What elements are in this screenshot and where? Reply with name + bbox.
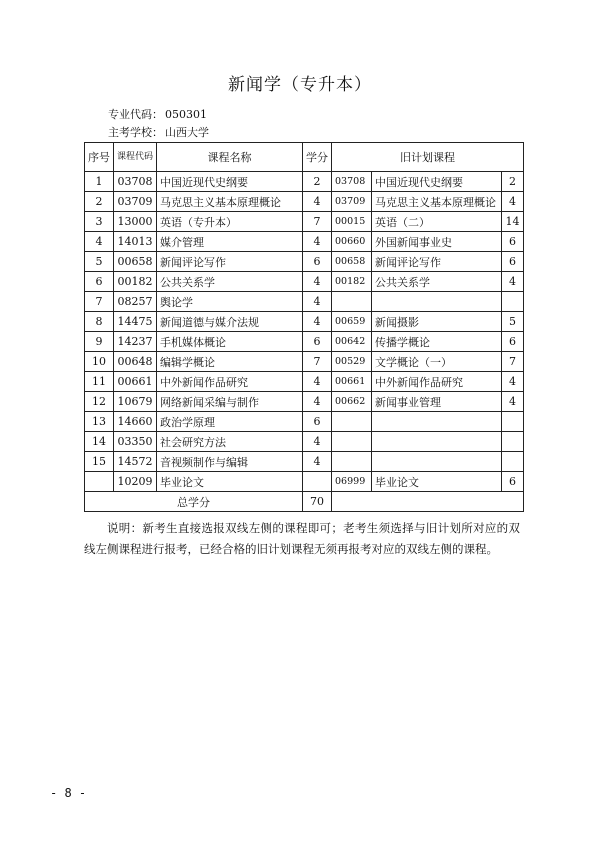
row-old-name: 公共关系学 — [372, 272, 502, 292]
row-old-code: 00182 — [332, 272, 372, 292]
row-name: 新闻评论写作 — [157, 252, 303, 272]
row-credit: 4 — [303, 392, 332, 412]
row-old-name — [372, 432, 502, 452]
major-code-value: 050301 — [165, 108, 207, 121]
row-name: 新闻道德与媒介法规 — [157, 312, 303, 332]
row-old-name: 传播学概论 — [372, 332, 502, 352]
row-name: 中外新闻作品研究 — [157, 372, 303, 392]
row-old-name: 外国新闻事业史 — [372, 232, 502, 252]
row-old-credit: 4 — [502, 272, 524, 292]
row-old-code — [332, 292, 372, 312]
row-credit: 4 — [303, 372, 332, 392]
table-row — [85, 432, 524, 452]
table-row — [85, 312, 524, 332]
row-old-code: 00015 — [332, 212, 372, 232]
row-seq — [85, 472, 114, 492]
row-old-code: 06999 — [332, 472, 372, 492]
table-row — [85, 332, 524, 352]
row-old-name: 马克思主义基本原理概论 — [372, 192, 502, 212]
table-row — [85, 252, 524, 272]
row-name: 编辑学概论 — [157, 352, 303, 372]
row-old-code: 03708 — [332, 172, 372, 192]
row-credit: 4 — [303, 452, 332, 472]
row-old-credit — [502, 292, 524, 312]
header-old-plan: 旧计划课程 — [332, 143, 524, 172]
row-credit: 6 — [303, 412, 332, 432]
row-old-code: 00658 — [332, 252, 372, 272]
row-credit: 6 — [303, 332, 332, 352]
table-row — [85, 192, 524, 212]
row-old-code: 00661 — [332, 372, 372, 392]
row-old-credit: 4 — [502, 372, 524, 392]
table-row — [85, 212, 524, 232]
total-old-empty — [332, 492, 524, 512]
major-code-label: 专业代码： — [108, 108, 163, 121]
row-old-name: 文学概论（一） — [372, 352, 502, 372]
page-number: - 8 - — [50, 786, 87, 800]
row-old-code — [332, 432, 372, 452]
row-seq: 11 — [85, 372, 114, 392]
row-old-credit: 6 — [502, 252, 524, 272]
row-name: 马克思主义基本原理概论 — [157, 192, 303, 212]
row-old-name: 新闻摄影 — [372, 312, 502, 332]
row-credit: 4 — [303, 192, 332, 212]
row-code: 03350 — [114, 432, 157, 452]
row-name: 网络新闻采编与制作 — [157, 392, 303, 412]
row-old-name: 毕业论文 — [372, 472, 502, 492]
table-row — [85, 452, 524, 472]
table-row — [85, 272, 524, 292]
row-code: 14572 — [114, 452, 157, 472]
table-row — [85, 392, 524, 412]
row-name: 舆论学 — [157, 292, 303, 312]
row-old-name: 中国近现代史纲要 — [372, 172, 502, 192]
header-code: 课程代码 — [114, 143, 157, 172]
row-name: 媒介管理 — [157, 232, 303, 252]
row-name: 毕业论文 — [157, 472, 303, 492]
row-old-credit: 7 — [502, 352, 524, 372]
host-school-label: 主考学校： — [108, 126, 163, 139]
table-row — [85, 292, 524, 312]
row-old-name: 中外新闻作品研究 — [372, 372, 502, 392]
page-title: 新闻学（专升本） — [228, 75, 372, 95]
table-row — [85, 372, 524, 392]
row-seq: 6 — [85, 272, 114, 292]
row-credit: 4 — [303, 432, 332, 452]
row-name: 中国近现代史纲要 — [157, 172, 303, 192]
row-code: 03709 — [114, 192, 157, 212]
row-seq: 10 — [85, 352, 114, 372]
row-old-name — [372, 412, 502, 432]
row-code: 03708 — [114, 172, 157, 192]
row-credit: 4 — [303, 272, 332, 292]
row-credit: 7 — [303, 212, 332, 232]
table-row — [85, 352, 524, 372]
row-seq: 9 — [85, 332, 114, 352]
row-seq: 2 — [85, 192, 114, 212]
course-table — [84, 142, 524, 512]
header-credit: 学分 — [303, 143, 332, 172]
row-code: 00658 — [114, 252, 157, 272]
row-seq: 5 — [85, 252, 114, 272]
row-old-name — [372, 292, 502, 312]
row-old-credit: 14 — [502, 212, 524, 232]
row-credit: 2 — [303, 172, 332, 192]
row-seq: 7 — [85, 292, 114, 312]
row-old-name: 英语（二） — [372, 212, 502, 232]
row-seq: 12 — [85, 392, 114, 412]
row-code: 10209 — [114, 472, 157, 492]
table-row — [85, 472, 524, 492]
explanation-note: 说明：新考生直接选报双线左侧的课程即可；老考生须选择与旧计划所对应的双线左侧课程进行报考，已经合格的旧计划课程无须再报考对应的双线左侧的课程。 — [84, 521, 520, 556]
row-old-credit: 6 — [502, 472, 524, 492]
total-value: 70 — [303, 492, 332, 512]
row-old-code: 00659 — [332, 312, 372, 332]
row-old-code — [332, 412, 372, 432]
row-name: 音视频制作与编辑 — [157, 452, 303, 472]
row-code: 14013 — [114, 232, 157, 252]
row-code: 00182 — [114, 272, 157, 292]
row-code: 10679 — [114, 392, 157, 412]
row-old-credit: 4 — [502, 392, 524, 412]
row-old-credit: 4 — [502, 192, 524, 212]
row-seq: 14 — [85, 432, 114, 452]
header-name: 课程名称 — [157, 143, 303, 172]
row-credit: 7 — [303, 352, 332, 372]
row-code: 14237 — [114, 332, 157, 352]
row-seq: 8 — [85, 312, 114, 332]
total-label: 总学分 — [85, 492, 303, 512]
table-row — [85, 232, 524, 252]
row-code: 14475 — [114, 312, 157, 332]
row-old-code: 00660 — [332, 232, 372, 252]
row-old-code: 00529 — [332, 352, 372, 372]
row-name: 手机媒体概论 — [157, 332, 303, 352]
row-code: 14660 — [114, 412, 157, 432]
header-seq: 序号 — [85, 143, 114, 172]
table-row — [85, 412, 524, 432]
row-seq: 15 — [85, 452, 114, 472]
row-old-credit: 6 — [502, 332, 524, 352]
row-old-credit — [502, 452, 524, 472]
row-old-name: 新闻事业管理 — [372, 392, 502, 412]
row-old-name — [372, 452, 502, 472]
row-code: 13000 — [114, 212, 157, 232]
row-seq: 1 — [85, 172, 114, 192]
row-old-credit — [502, 412, 524, 432]
row-old-code — [332, 452, 372, 472]
row-code: 00648 — [114, 352, 157, 372]
row-old-credit: 6 — [502, 232, 524, 252]
table-header-row — [85, 143, 524, 172]
row-credit: 4 — [303, 292, 332, 312]
row-old-name: 新闻评论写作 — [372, 252, 502, 272]
total-row — [85, 492, 524, 512]
row-credit — [303, 472, 332, 492]
row-name: 政治学原理 — [157, 412, 303, 432]
row-seq: 4 — [85, 232, 114, 252]
major-code — [108, 106, 207, 122]
row-seq: 3 — [85, 212, 114, 232]
row-name: 社会研究方法 — [157, 432, 303, 452]
row-old-code: 00642 — [332, 332, 372, 352]
row-name: 英语（专升本） — [157, 212, 303, 232]
row-old-code: 03709 — [332, 192, 372, 212]
row-credit: 4 — [303, 312, 332, 332]
row-seq: 13 — [85, 412, 114, 432]
row-credit: 4 — [303, 232, 332, 252]
row-code: 00661 — [114, 372, 157, 392]
row-credit: 6 — [303, 252, 332, 272]
host-school-value: 山西大学 — [165, 126, 209, 139]
row-code: 08257 — [114, 292, 157, 312]
row-old-credit: 5 — [502, 312, 524, 332]
row-old-credit — [502, 432, 524, 452]
row-old-code: 00662 — [332, 392, 372, 412]
row-old-credit: 2 — [502, 172, 524, 192]
row-name: 公共关系学 — [157, 272, 303, 292]
table-row — [85, 172, 524, 192]
host-school — [108, 124, 209, 140]
